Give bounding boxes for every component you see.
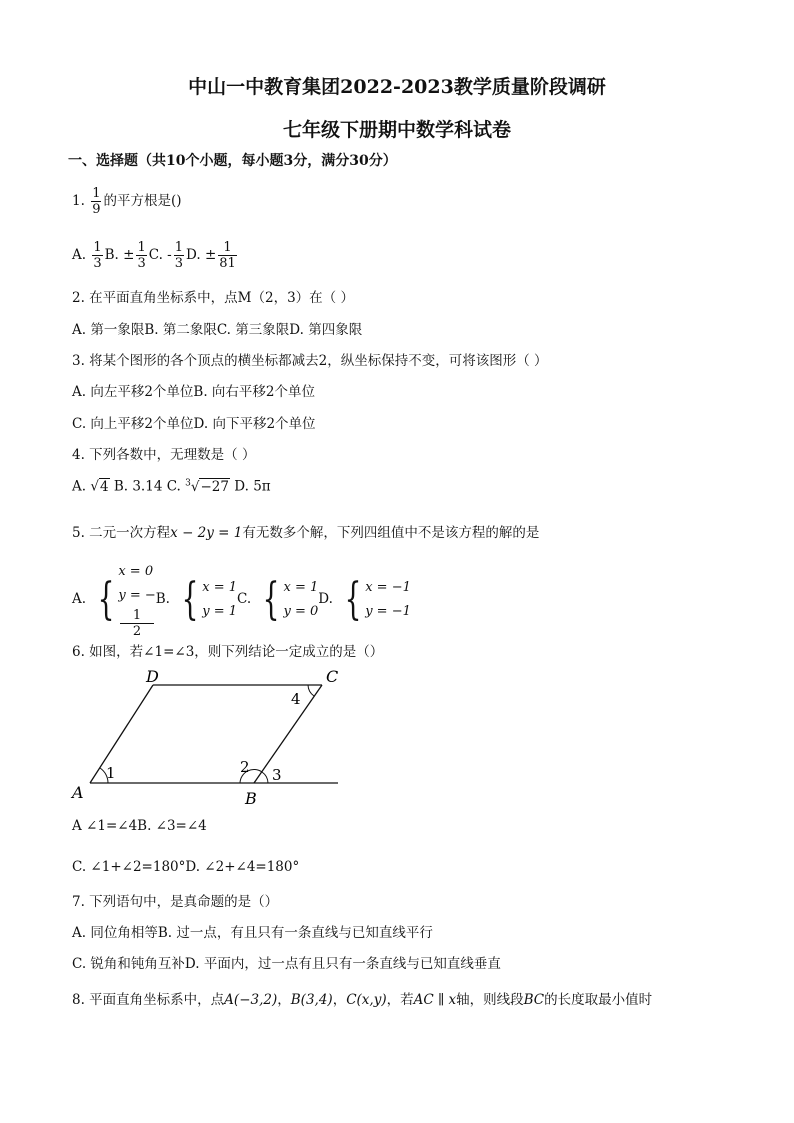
point-b-label: B [245,789,257,808]
question-5-stem [72,521,539,541]
option-a-label: A. [72,247,87,263]
sqrt-expression: √4 [90,478,109,495]
question-3-options-ab: A. 向左平移2个单位B. 向右平移2个单位 [72,384,316,400]
brace: { [344,573,362,625]
question-2-options: A. 第一象限B. 第二象限C. 第三象限D. 第四象限 [72,322,363,338]
edge-ad [90,685,153,783]
question-8-stem [72,988,652,1008]
point-a: A(−3,2) [224,992,278,1008]
question-7-options-ab: A. 同位角相等B. 过一点，有且只有一条直线与已知直线平行 [72,925,433,941]
option-b: B. 3.14 [113,478,163,495]
equation-system-c: x = 1 y = 0 [283,579,319,619]
option-b-label: B. [155,591,170,607]
question-5-options [72,560,411,639]
option-d: D. 5π [234,478,271,495]
question-text: 的平方根是() [103,193,182,209]
fraction: $\frac{1}{9}$ [92,186,101,217]
question-text: 8. 平面直角坐标系中，点 [72,992,225,1008]
option-c-label: C. [237,591,252,607]
brace: { [181,573,199,625]
angle-3-label: 3 [272,766,282,784]
exam-title-line1: 中山一中教育集团2022-2023教学质量阶段调研 [188,76,606,98]
question-1-options [72,240,239,271]
option-a-label: A. [72,478,87,495]
edge-cb [254,685,322,783]
question-text: 有无数多个解，下列四组值中不是该方程的解的是 [242,525,540,541]
question-text: ，若 [386,992,414,1008]
option-c-label: C. - [148,247,172,263]
equation-system-a: x = 0 y = − 1 2 [118,564,156,639]
exam-title-line2: 七年级下册期中数学科试卷 [282,119,511,141]
question-1-stem [72,186,182,217]
parallel-condition: AC ∥ x [413,992,457,1008]
question-text: 轴，则线段 [456,992,524,1008]
angle-1-label: 1 [106,764,116,782]
fraction: $\frac{1}{81}$ [219,240,236,271]
angle-2-label: 2 [240,758,250,776]
question-number: 1. [72,193,85,209]
equation: x − 2y = 1 [170,525,243,541]
question-4-stem: 4. 下列各数中，无理数是（ ） [72,447,256,463]
brace: { [263,573,280,625]
fraction: $\frac{1}{3}$ [93,240,102,271]
question-2-stem: 2. 在平面直角坐标系中，点M（2，3）在（ ） [72,290,354,306]
question-3-stem: 3. 将某个图形的各个顶点的横坐标都减去2，纵坐标保持不变，可将该图形（ ） [72,353,548,369]
separator: ， [332,992,347,1008]
question-7-stem: 7. 下列语句中，是真命题的是（） [72,894,279,910]
section-heading: 一、选择题（共10个小题，每小题3分，满分30分） [68,153,397,169]
point-c: C(x,y) [346,992,387,1008]
angle-3-arc [262,772,268,783]
fraction: $\frac{1}{3}$ [137,240,146,271]
question-text: 5. 二元一次方程 [72,525,171,541]
point-a-label: A [72,783,84,802]
question-6-options-cd: C. ∠1+∠2=180°D. ∠2+∠4=180° [72,859,300,875]
segment-bc: BC [523,992,545,1008]
point-c-label: C [326,667,339,686]
option-b-label: B. ± [104,247,135,263]
option-a-label: A. [72,591,87,607]
separator: ， [277,992,291,1008]
brace: { [97,573,115,625]
cube-root-expression: $^3$√−27 [185,478,229,495]
equation-system-b: x = 1 y = 1 [202,579,238,619]
question-6-options-ab: A ∠1=∠4B. ∠3=∠4 [72,818,207,834]
angle-4-label: 4 [291,690,301,708]
question-7-options-cd: C. 锐角和钝角互补D. 平面内，过一点有且只有一条直线与已知直线垂直 [72,956,501,972]
question-6-stem: 6. 如图，若∠1=∠3，则下列结论一定成立的是（） [72,644,384,660]
angle-4-arc [308,685,314,696]
question-4-options [72,478,271,495]
option-d-label: D. [318,591,333,607]
fraction: $\frac{1}{3}$ [174,240,184,271]
point-b: B(3,4) [290,992,333,1008]
option-d-label: D. ± [186,247,217,263]
point-d-label: D [146,667,159,686]
question-3-options-cd: C. 向上平移2个单位D. 向下平移2个单位 [72,416,316,432]
option-c-label: C. [166,478,181,495]
question-text: 的长度取最小值时 [544,992,653,1008]
equation-system-d: x = −1 y = −1 [365,579,411,619]
parallelogram-figure [60,662,360,812]
